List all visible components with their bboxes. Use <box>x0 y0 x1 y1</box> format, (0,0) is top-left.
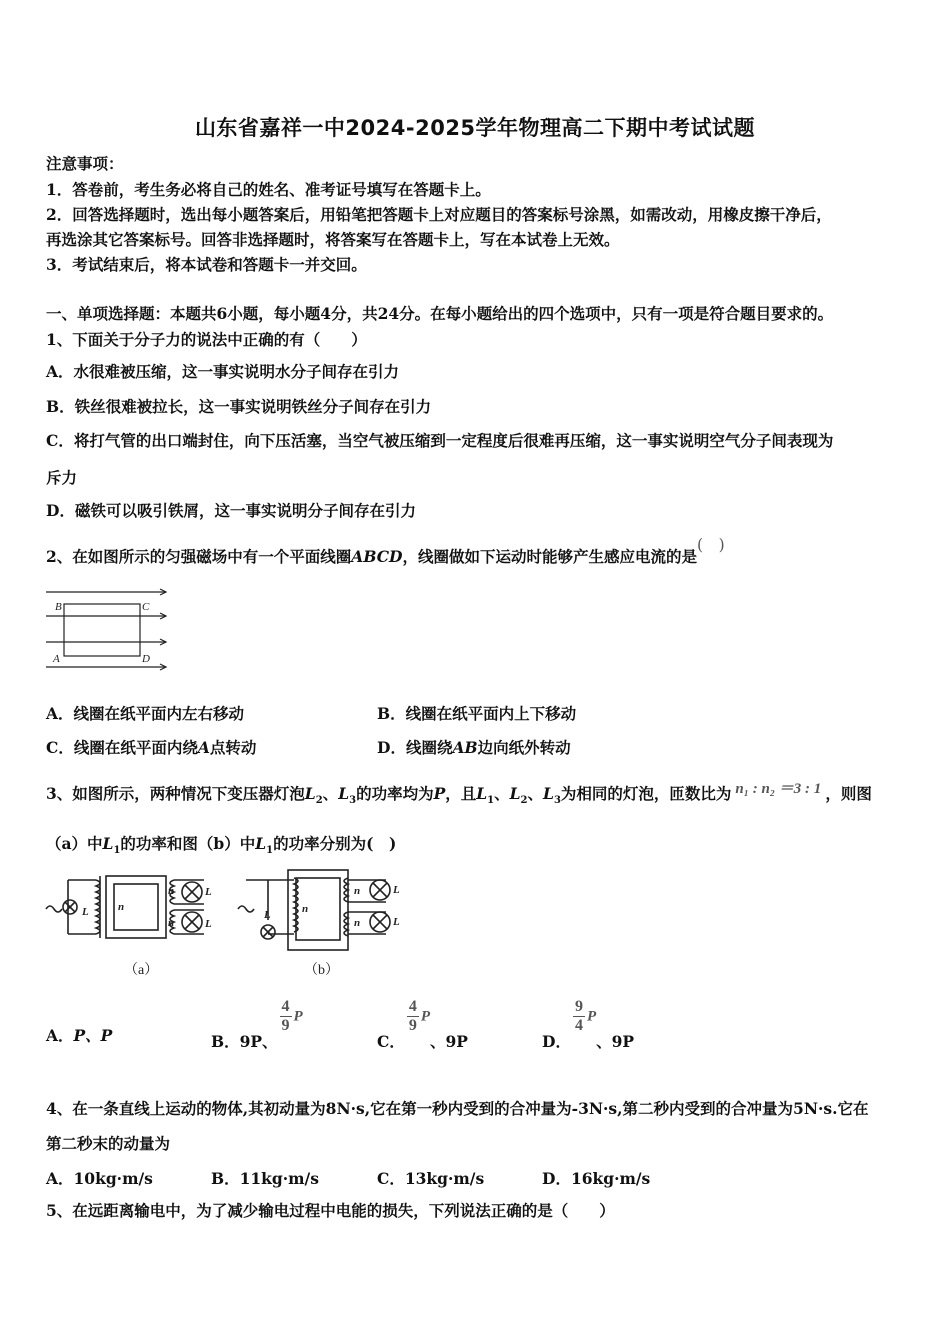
coil-label-c: C <box>142 601 150 613</box>
notice-item: 3．考试结束后，将本试卷和答题卡一并交回。 <box>46 255 367 274</box>
coil-label-d: D <box>142 653 150 665</box>
svg-text:n: n <box>354 885 361 897</box>
magnetic-field-figure <box>44 586 174 676</box>
question-3-stem: 3、如图所示，两种情况下变压器灯泡$L_2$、$L_3$的功率均为P，且$L_1$、$L_2$、$L_3$为相同的灯泡，匝数比为 n₁ : n₂ ＝3 : 1 ，则图 <box>46 781 872 807</box>
svg-text:n: n <box>168 917 175 929</box>
question-3-option-a: A．P、P <box>46 1026 113 1045</box>
svg-text:L: L <box>205 886 212 898</box>
question-2-option-c: C．线圈在纸平面内绕A点转动 <box>46 738 257 757</box>
question-2-option-b: B．线圈在纸平面内上下移动 <box>377 704 577 723</box>
figure-a-caption: （a） <box>124 963 159 978</box>
transformer-figure-a <box>44 862 229 982</box>
question-3-option-b: B．9P、 $\frac{4}{9}$ P <box>211 998 303 1051</box>
question-4-stem-cont: 第二秒末的动量为 <box>46 1134 171 1153</box>
question-4-option-a: A．10kg·m/s <box>46 1169 153 1188</box>
question-4-option-d: D．16kg·m/s <box>542 1169 651 1188</box>
notice-item: 2．回答选择题时，选出每小题答案后，用铅笔把答题卡上对应题目的答案标号涂黑，如需改动，用橡皮擦干净后， <box>46 205 832 224</box>
question-4-option-b: B．11kg·m/s <box>211 1169 319 1188</box>
turns-ratio: n₁ : n₂ ＝3 : 1 <box>735 781 822 797</box>
svg-text:n: n <box>354 917 361 929</box>
question-1-option-a: A．水很难被压缩，这一事实说明水分子间存在引力 <box>46 362 400 381</box>
svg-text:L: L <box>393 884 400 896</box>
question-4-option-c: C．13kg·m/s <box>377 1169 485 1188</box>
question-1-option-b: B．铁丝很难被拉长，这一事实说明铁丝分子间存在引力 <box>46 397 432 416</box>
label-l1: L <box>82 906 89 918</box>
question-5-stem: 5、在远距离输电中，为了减少输电过程中电能的损失，下列说法正确的是（ ） <box>46 1201 615 1220</box>
notice-heading: 注意事项： <box>46 154 124 173</box>
transformer-figure-b <box>236 862 421 982</box>
question-4-stem: 4、在一条直线上运动的物体,其初动量为8N·s,它在第一秒内受到的合冲量为-3N·s,第二秒内受到的合冲量为5N·s.它在 <box>46 1099 869 1118</box>
question-2-stem: 2、在如图所示的匀强磁场中有一个平面线圈ABCD，线圈做如下运动时能够产生感应电流的是( ) <box>46 536 725 566</box>
question-3-option-d: D． $\frac{9}{4}$ P、9P <box>542 998 635 1051</box>
figure-b-caption: （b） <box>304 963 339 978</box>
svg-text:L: L <box>264 909 271 921</box>
question-2-option-a: A．线圈在纸平面内左右移动 <box>46 704 245 723</box>
question-1-option-c: C．将打气管的出口端封住，向下压活塞，当空气被压缩到一定程度后很难再压缩，这一事实说明空气分子间表现为 <box>46 431 834 450</box>
question-2-option-d: D．线圈绕AB边向纸外转动 <box>377 738 571 757</box>
notice-item: 再选涂其它答案标号。回答非选择题时，将答案写在答题卡上，写在本试卷上无效。 <box>46 230 620 249</box>
coil-label-b: B <box>55 601 62 613</box>
svg-text:n: n <box>168 885 175 897</box>
answer-blank: ( ) <box>697 536 725 554</box>
svg-text:n: n <box>302 903 309 915</box>
question-1-option-c-cont: 斥力 <box>46 468 78 487</box>
coil-label-a: A <box>53 653 60 665</box>
question-1-stem: 1、下面关于分子力的说法中正确的有（ ） <box>46 330 367 349</box>
question-1-option-d: D．磁铁可以吸引铁屑，这一事实说明分子间存在引力 <box>46 501 416 520</box>
label-n1: n <box>118 901 125 913</box>
notice-item: 1．答卷前，考生务必将自己的姓名、准考证号填写在答题卡上。 <box>46 180 491 199</box>
section-heading: 一、单项选择题：本题共6小题，每小题4分，共24分。在每小题给出的四个选项中，只有一项是符合题目要求的。 <box>46 304 834 323</box>
question-3-option-c: C． $\frac{4}{9}$ P、9P <box>377 998 468 1051</box>
question-3-stem-cont: （a）中$L_1$的功率和图（b）中$L_1$的功率分别为( ) <box>46 834 397 857</box>
svg-text:L: L <box>393 916 400 928</box>
svg-text:L: L <box>205 918 212 930</box>
page-title: 山东省嘉祥一中2024-2025学年物理高二下期中考试试题 <box>194 116 756 140</box>
